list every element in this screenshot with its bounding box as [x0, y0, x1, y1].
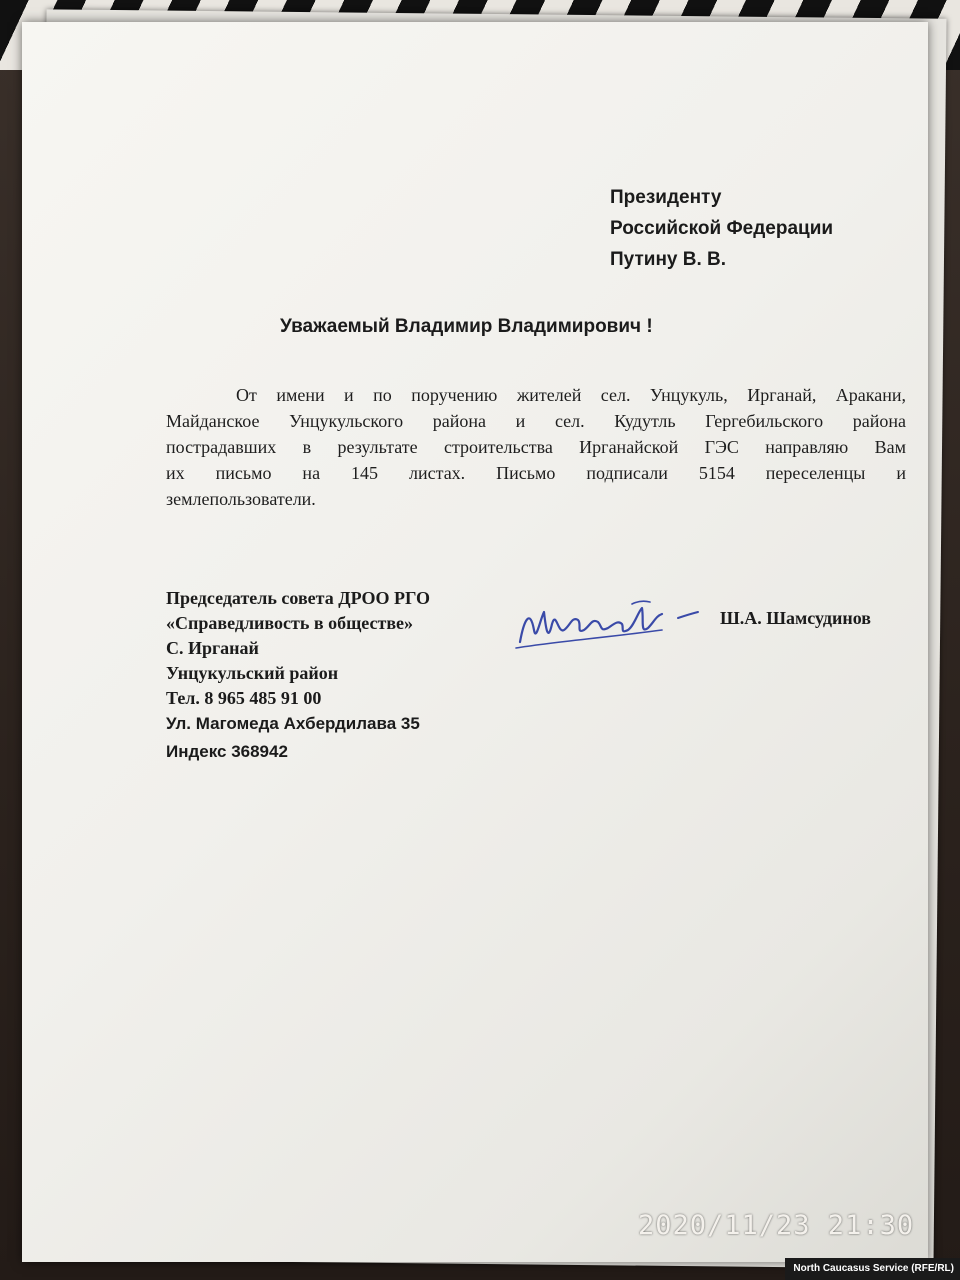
sender-street: Ул. Магомеда Ахбердилава 35: [166, 714, 420, 733]
sender-title-1: Председатель совета ДРОО РГО: [166, 588, 431, 608]
addressee-line-2: Российской Федерации: [610, 218, 834, 239]
sender-title-2: «Справедливость в обществе»: [166, 613, 414, 633]
addressee-line-1: Президенту: [610, 187, 722, 208]
body-line-3: пострадавших в результате строительства Ирганайской ГЭС направляю Вам: [166, 437, 906, 457]
sender-village: С. Ирганай: [166, 638, 259, 658]
sender-index: Индекс 368942: [166, 742, 288, 761]
signer-name: Ш.А. Шамсудинов: [720, 608, 872, 628]
body-line-2: Майданское Унцукульского района и сел. Кудутль Гергебильского района: [166, 411, 906, 431]
addressee-block: [610, 182, 833, 275]
sender-district: Унцукульский район: [166, 663, 339, 683]
sender-block: [166, 586, 430, 764]
photo-credit: North Caucasus Service (RFE/RL): [785, 1258, 960, 1280]
body-line-4: их письмо на 145 листах. Письмо подписали 5154 переселенцы и: [166, 463, 906, 483]
photo-timestamp: 2020/11/23 21:30: [638, 1210, 915, 1241]
body-line-1: От имени и по поручению жителей сел. Унцукуль, Ирганай, Аракани,: [236, 385, 906, 405]
letter-page: [22, 22, 928, 1262]
salutation: Уважаемый Владимир Владимирович !: [280, 316, 653, 337]
letter-body: [166, 382, 906, 512]
body-line-5: землепользователи.: [166, 489, 316, 509]
handwritten-signature: [512, 590, 712, 660]
addressee-line-3: Путину В. В.: [610, 249, 727, 270]
sender-phone: Тел. 8 965 485 91 00: [166, 688, 322, 708]
